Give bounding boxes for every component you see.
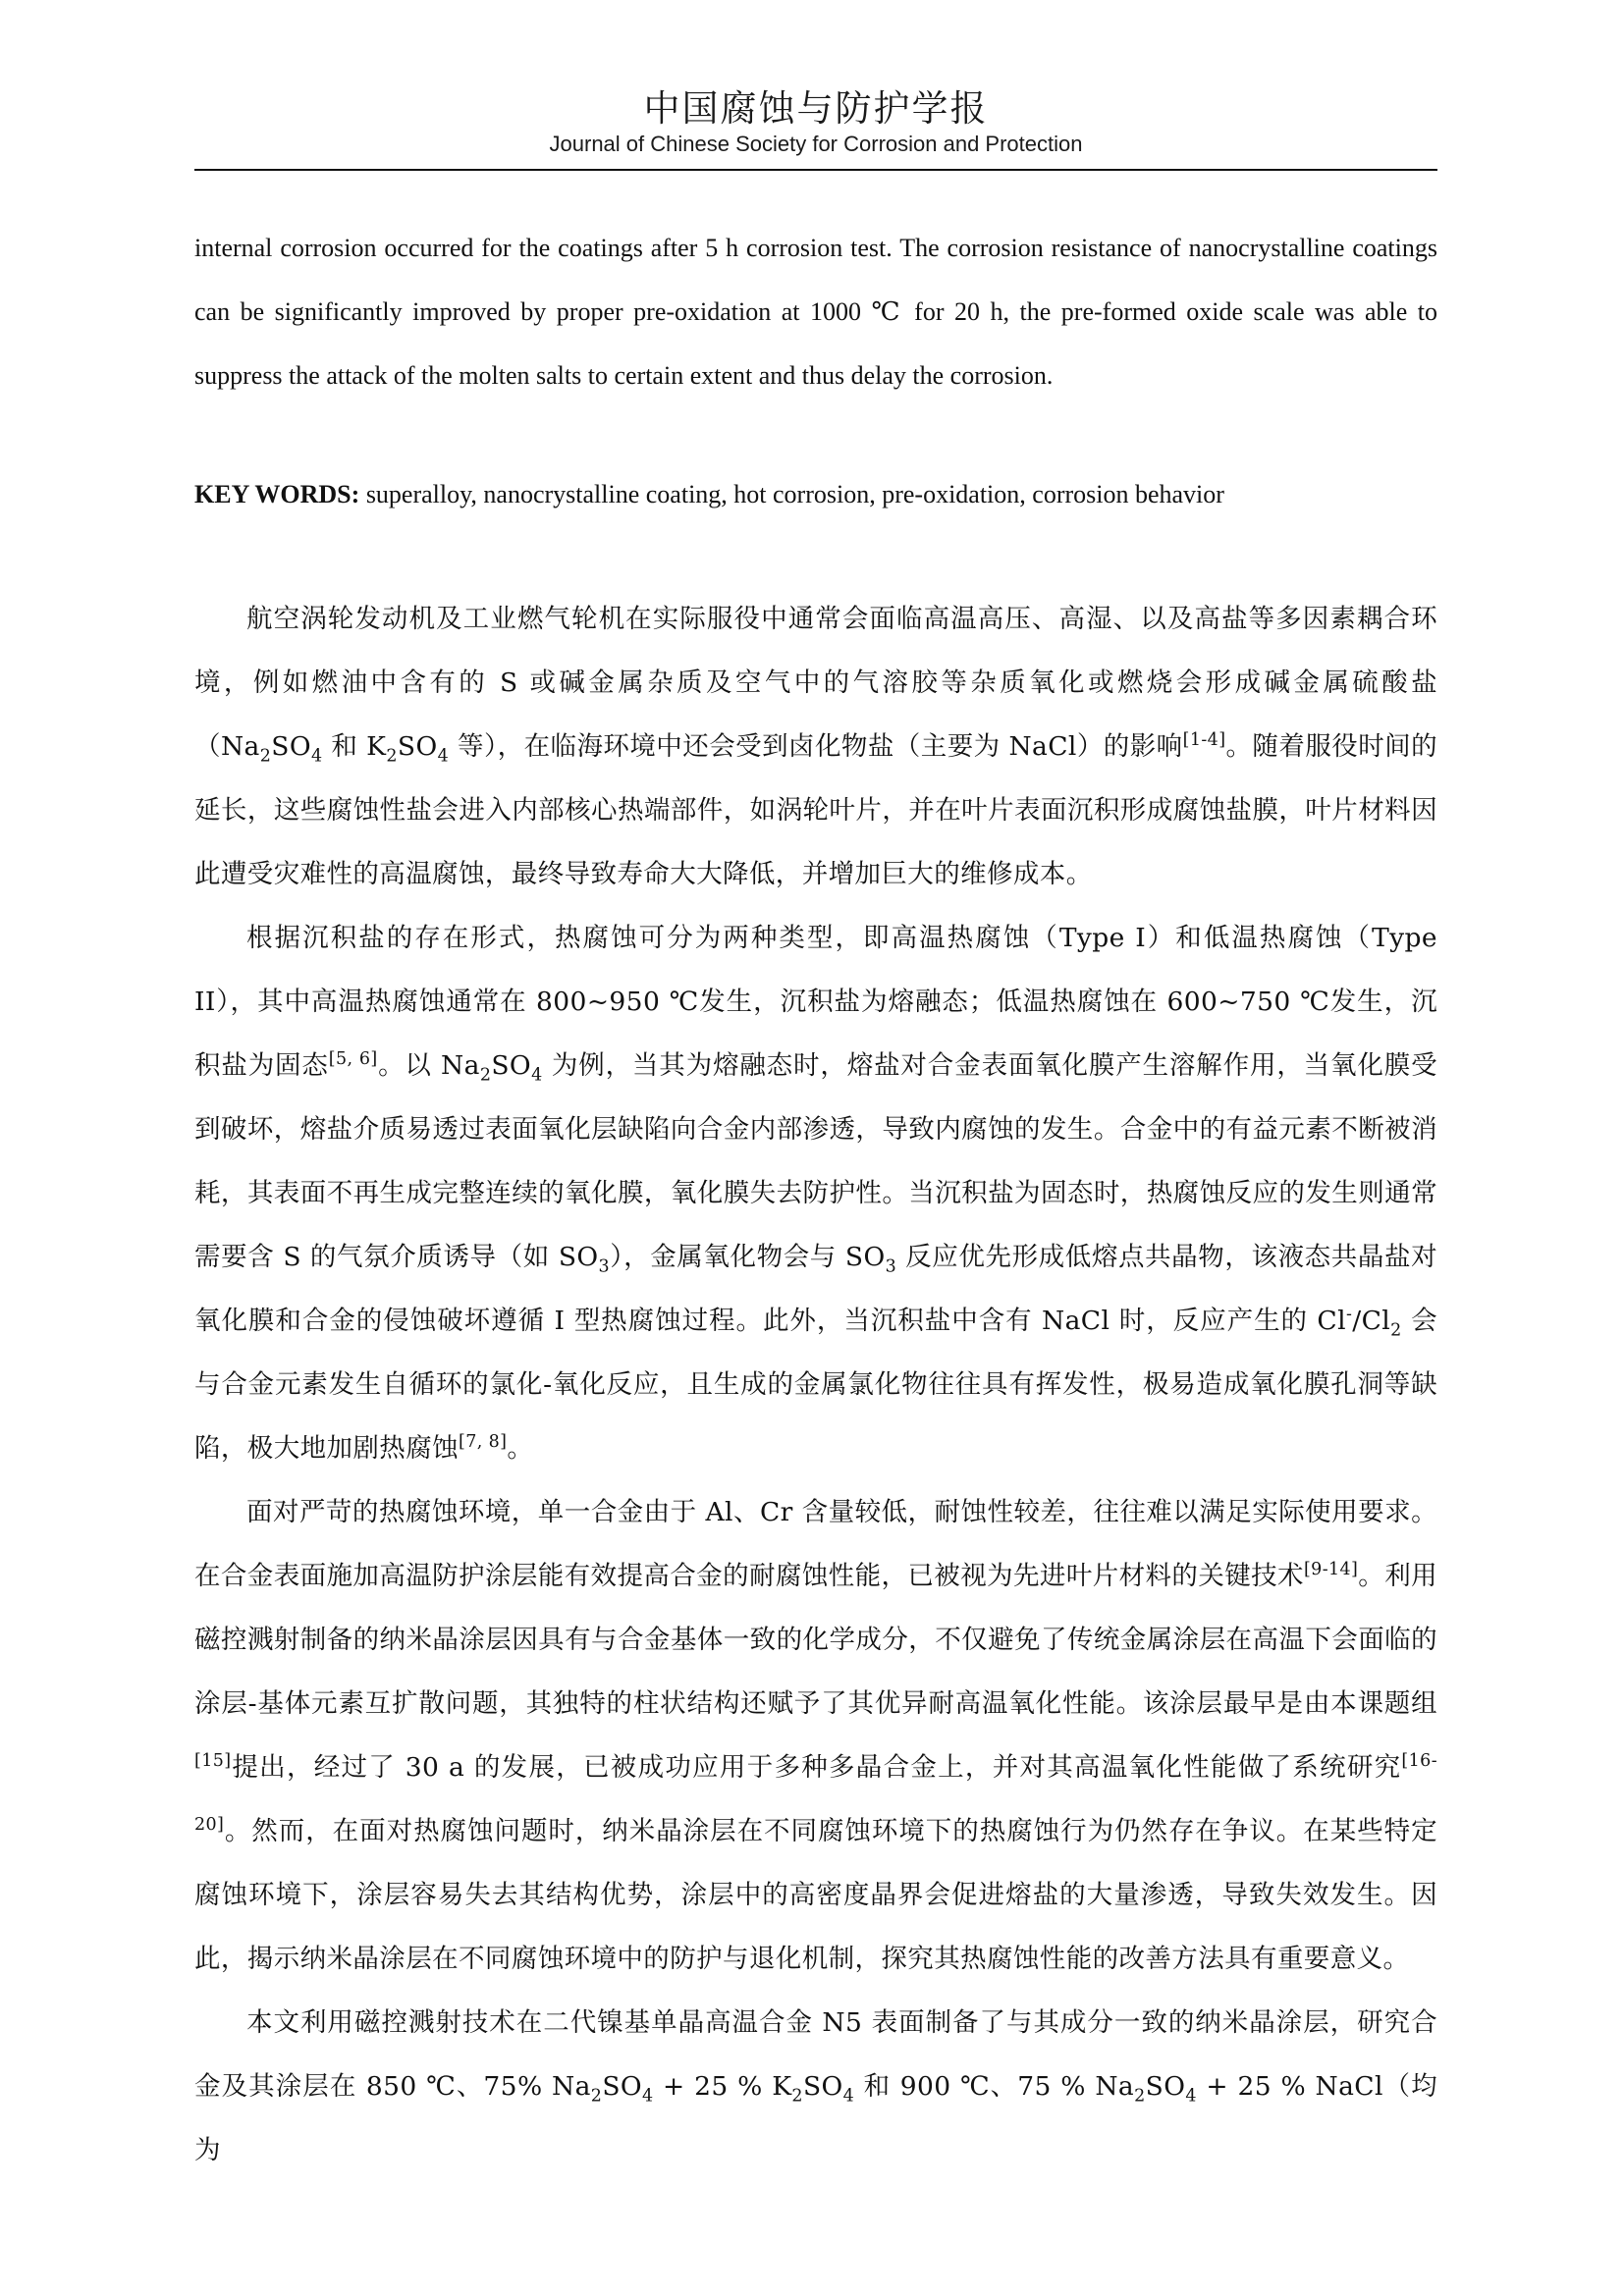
keywords-line bbox=[194, 462, 1437, 526]
header-divider bbox=[194, 169, 1437, 171]
citation: [1-4] bbox=[1182, 730, 1226, 751]
citation: [15] bbox=[194, 1751, 232, 1772]
citation: [5, 6] bbox=[328, 1049, 378, 1070]
paragraph-3: 面对严苛的热腐蚀环境，单一合金由于 Al、Cr 含量较低，耐蚀性较差，往往难以满足实际使用要求。在合金表面施加高温防护涂层能有效提高合金的耐腐蚀性能，已被视为先进叶片材料的关键技术[9-14]。利用磁控溅射制备的纳米晶涂层因具有与合金基体一致的化学成分，不仅避免了传统金属涂层在高温下会面临的涂层-基体元素互扩散问题，其独特的柱状结构还赋予了其优异耐高温氧化性能。该涂层最早是由本课题组[15]提出，经过了 30 a 的发展，已被成功应用于多种多晶合金上，并对其高温氧化性能做了系统研究[16-20]。然而，在面对热腐蚀问题时，纳米晶涂层在不同腐蚀环境下的热腐蚀行为仍然存在争议。在某些特定腐蚀环境下，涂层容易失去其结构优势，涂层中的高密度晶界会促进熔盐的大量渗透，导致失效发生。因此，揭示纳米晶涂层在不同腐蚀环境中的防护与退化机制，探究其热腐蚀性能的改善方法具有重要意义。 bbox=[194, 1497, 1437, 1974]
keywords-label: KEY WORDS: bbox=[194, 480, 360, 508]
page-header bbox=[194, 75, 1437, 167]
citation: [7, 8] bbox=[459, 1432, 508, 1453]
paragraph-1: 航空涡轮发动机及工业燃气轮机在实际服役中通常会面临高温高压、高湿、以及高盐等多因素耦合环境，例如燃油中含有的 S 或碱金属杂质及空气中的气溶胶等杂质氧化或燃烧会形成碱金属硫酸盐（$Na_2SO_4$ 和 $K_2SO_4$ 等），在临海环境中还会受到卤化物盐（主要为 NaCl）的影响[1-4]。随着服役时间的延长，这些腐蚀性盐会进入内部核心热端部件，如涡轮叶片，并在叶片表面沉积形成腐蚀盐膜，叶片材料因此遭受灾难性的高温腐蚀，最终导致寿命大大降低，并增加巨大的维修成本。 bbox=[194, 604, 1437, 889]
abstract-continuation: internal corrosion occurred for the coatings after 5 h corrosion test. The corrosion resistance of nanocrystalline coatings can be significantly improved by proper pre-oxidation at 1000 ℃ for 20 h, the pre-formed oxide scale was able to suppress the attack of the molten salts to certain extent and thus delay the corrosion. bbox=[194, 234, 1437, 390]
citation: [9-14] bbox=[1303, 1560, 1359, 1580]
journal-title-chinese: 中国腐蚀与防护学报 bbox=[643, 87, 989, 130]
citation: [16-20] bbox=[194, 1751, 1437, 1836]
paragraph-2: 根据沉积盐的存在形式，热腐蚀可分为两种类型，即高温热腐蚀（Type I）和低温热腐蚀（Type II），其中高温热腐蚀通常在 800~950 ℃发生，沉积盐为熔融态；低温热腐蚀在 600~750 ℃发生，沉积盐为固态[5, 6]。以 $Na_2SO_4$ 为例，当其为熔融态时，熔盐对合金表面氧化膜产生溶解作用，当氧化膜受到破坏，熔盐介质易透过表面氧化层缺陷向合金内部渗透，导致内腐蚀的发生。合金中的有益元素不断被消耗，其表面不再生成完整连续的氧化膜，氧化膜失去防护性。当沉积盐为固态时，热腐蚀反应的发生则通常需要含 S 的气氛介质诱导（如 $SO_3$），金属氧化物会与 $SO_3$ 反应优先形成低熔点共晶物，该液态共晶盐对氧化膜和合金的侵蚀破坏遵循 I 型热腐蚀过程。此外，当沉积盐中含有 NaCl 时，反应产生的 $Cl^-/Cl_2$ 会与合金元素发生自循环的氯化-氧化反应，且生成的金属氯化物往往具有挥发性，极易造成氧化膜孔洞等缺陷，极大地加剧热腐蚀[7, 8]。 bbox=[194, 923, 1437, 1464]
journal-title-english: Journal of Chinese Society for Corrosion and Protection bbox=[549, 132, 1083, 156]
paragraph-4: 本文利用磁控溅射技术在二代镍基单晶高温合金 N5 表面制备了与其成分一致的纳米晶涂层，研究合金及其涂层在 850 ℃、75% $Na_2SO_4 + 25$ % $K_2SO_4$ 和 900 ℃、75 % $Na_2SO_4 + 25$ % NaCl（均为 bbox=[194, 2007, 1437, 2165]
body-text bbox=[194, 587, 1437, 2182]
keywords-text: superalloy, nanocrystalline coating, hot corrosion, pre-oxidation, corrosion behavior bbox=[359, 480, 1224, 508]
